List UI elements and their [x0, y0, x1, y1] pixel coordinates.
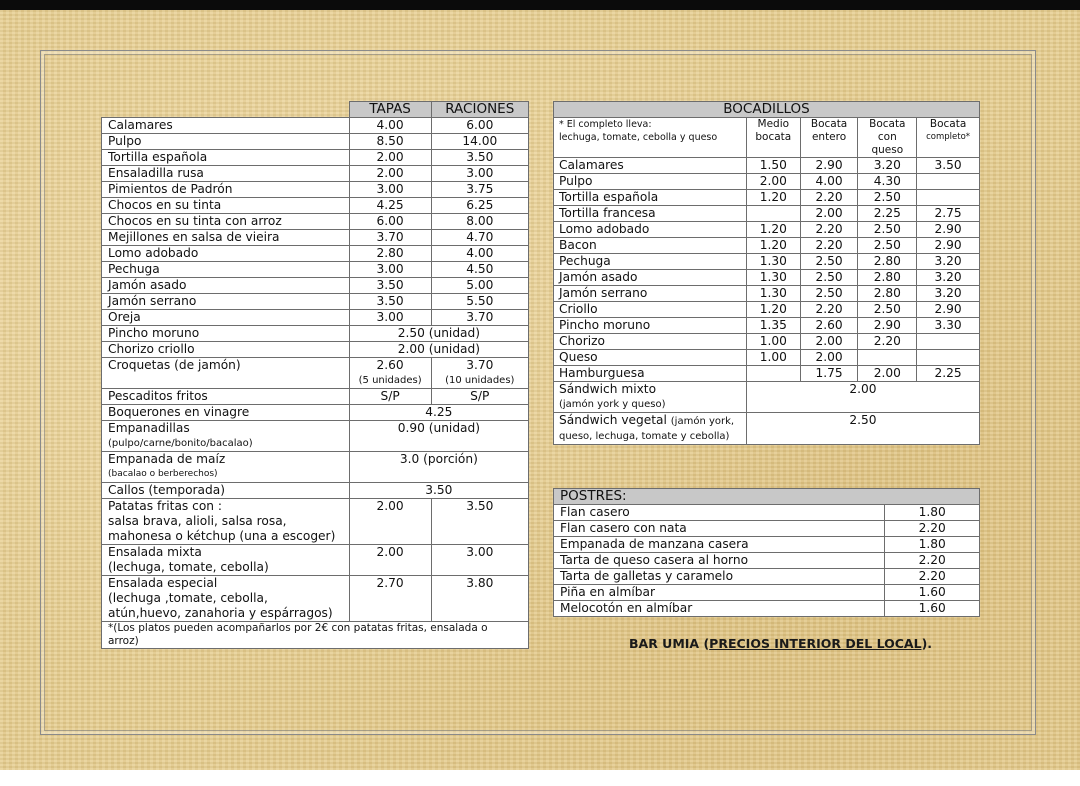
top-bar: [0, 0, 1080, 10]
dish-name: Callos (temporada): [102, 483, 350, 499]
medio-header: [746, 118, 800, 158]
table-row: [102, 483, 529, 499]
table-row: [554, 350, 980, 366]
tapa-price: S/P: [349, 389, 431, 405]
racion-price: 6.00: [431, 118, 528, 134]
bocadillo-name: Hamburguesa: [554, 366, 747, 382]
medio-price: 1.20: [746, 222, 800, 238]
medio-price: 1.00: [746, 350, 800, 366]
dessert-name: Empanada de manzana casera: [554, 537, 885, 553]
table-row: [554, 238, 980, 254]
sandwich-name: [554, 413, 747, 445]
unit-price: 0.90 (unidad): [349, 421, 528, 452]
table-row: [102, 326, 529, 342]
completo-price: 2.90: [917, 238, 980, 254]
entero-price: 2.90: [800, 158, 858, 174]
side-dish-note: [102, 622, 529, 649]
header-line: bocata: [755, 131, 792, 143]
table-row: [102, 622, 529, 649]
header-line: con: [877, 131, 897, 143]
queso-price: 2.20: [858, 334, 917, 350]
header-line: Bocata: [929, 118, 967, 130]
queso-price: 2.50: [858, 302, 917, 318]
dish-detail: salsa brava, alioli, salsa rosa,: [108, 514, 287, 528]
sandwich-detail: queso, lechuga, tomate y cebolla): [559, 431, 730, 442]
note-line: * El completo lleva:: [559, 119, 652, 130]
table-row: [102, 166, 529, 182]
queso-price: 2.80: [858, 286, 917, 302]
dish-detail: (lechuga ,tomate, cebolla,: [108, 591, 268, 605]
dish-name: Jamón serrano: [102, 294, 350, 310]
entero-price: 2.20: [800, 222, 858, 238]
table-row: [554, 382, 980, 413]
bar-name: BAR UMIA: [629, 636, 704, 651]
racion-price-value: 3.70: [466, 358, 494, 372]
tapa-price: 2.80: [349, 246, 431, 262]
dish-detail: (lechuga, tomate, cebolla): [108, 560, 269, 574]
completo-price: 2.75: [917, 206, 980, 222]
bocadillo-name: Pechuga: [554, 254, 747, 270]
dish-name: Chorizo criollo: [102, 342, 350, 358]
queso-price: 2.50: [858, 190, 917, 206]
note-line: *(Los platos pueden acompañarlos por 2€ con patatas fritas, ensalada o: [108, 622, 488, 634]
completo-price: [917, 334, 980, 350]
table-row: [554, 118, 980, 158]
medio-price: [746, 206, 800, 222]
bar-footer: [629, 636, 932, 651]
racion-price: 5.00: [431, 278, 528, 294]
dish-title: Empanada de maíz: [108, 452, 226, 466]
paren-close: ).: [921, 636, 933, 651]
bocadillo-name: Jamón asado: [554, 270, 747, 286]
dish-name: Pescaditos fritos: [102, 389, 350, 405]
table-row: [554, 318, 980, 334]
dish-name: [102, 452, 350, 483]
table-row: [102, 310, 529, 326]
bocadillos-body: [554, 118, 980, 445]
sandwich-price: 2.50: [746, 413, 979, 445]
dish-name: Chocos en su tinta: [102, 198, 350, 214]
completo-price: 3.20: [917, 286, 980, 302]
racion-price: 3.00: [431, 166, 528, 182]
racion-price: 3.80: [431, 576, 528, 622]
table-row: [102, 499, 529, 545]
price-note: PRECIOS INTERIOR DEL LOCAL: [709, 636, 922, 651]
table-row: [554, 569, 980, 585]
dish-name: Boquerones en vinagre: [102, 405, 350, 421]
racion-price: 4.50: [431, 262, 528, 278]
bocadillo-name: Criollo: [554, 302, 747, 318]
table-row: [554, 206, 980, 222]
medio-price: 1.00: [746, 334, 800, 350]
queso-price: 2.50: [858, 222, 917, 238]
racion-price: 4.00: [431, 246, 528, 262]
dessert-name: Tarta de queso casera al horno: [554, 553, 885, 569]
completo-price: 3.20: [917, 270, 980, 286]
header-line: Medio: [757, 118, 790, 130]
dessert-price: 1.60: [885, 601, 980, 617]
racion-price: 3.70: [431, 310, 528, 326]
table-row: [102, 576, 529, 622]
entero-price: 2.50: [800, 286, 858, 302]
racion-price: 3.00: [431, 545, 528, 576]
table-row: [554, 521, 980, 537]
racion-price: 3.50: [431, 499, 528, 545]
note-line: arroz): [108, 635, 139, 647]
header-spacer: [102, 102, 350, 118]
portion-price: 3.0 (porción): [349, 452, 528, 483]
entero-price: 4.00: [800, 174, 858, 190]
sandwich-detail: (jamón york,: [670, 416, 735, 427]
entero-price: 1.75: [800, 366, 858, 382]
tapa-price-value: 2.60: [376, 358, 404, 372]
table-row: [554, 174, 980, 190]
tapa-price: 3.00: [349, 182, 431, 198]
dish-name: [102, 499, 350, 545]
racion-price: [431, 358, 528, 389]
unit-price: 2.50 (unidad): [349, 326, 528, 342]
tapa-price: 2.00: [349, 150, 431, 166]
dish-title: Patatas fritas con :: [108, 499, 223, 513]
tapa-price: 4.25: [349, 198, 431, 214]
tapa-price: 3.00: [349, 262, 431, 278]
dish-title: Ensalada especial: [108, 576, 218, 590]
table-row: [554, 585, 980, 601]
table-row: [554, 334, 980, 350]
queso-price: 2.25: [858, 206, 917, 222]
header-line: entero: [811, 131, 847, 143]
dessert-price: 2.20: [885, 569, 980, 585]
table-row: [554, 270, 980, 286]
dessert-price: 1.80: [885, 505, 980, 521]
header-line: completo*: [926, 132, 971, 142]
table-row: [102, 545, 529, 576]
postres-table: [553, 488, 980, 617]
tapa-price: 2.00: [349, 166, 431, 182]
racion-price: 5.50: [431, 294, 528, 310]
tapa-price: 4.00: [349, 118, 431, 134]
tapa-price: 2.00: [349, 545, 431, 576]
table-row: [554, 158, 980, 174]
medio-price: 1.20: [746, 190, 800, 206]
bocadillo-name: Calamares: [554, 158, 747, 174]
medio-price: 1.35: [746, 318, 800, 334]
table-row: [102, 118, 529, 134]
completo-price: 3.30: [917, 318, 980, 334]
queso-price: 3.20: [858, 158, 917, 174]
entero-price: 2.00: [800, 350, 858, 366]
header-line: queso: [871, 144, 904, 156]
entero-price: 2.00: [800, 334, 858, 350]
completo-price: [917, 350, 980, 366]
medio-price: 2.00: [746, 174, 800, 190]
dish-name: Ensaladilla rusa: [102, 166, 350, 182]
table-row: [554, 286, 980, 302]
table-row: [102, 342, 529, 358]
bocadillo-name: Bacon: [554, 238, 747, 254]
dish-name: Pincho moruno: [102, 326, 350, 342]
dish-title: Empanadillas: [108, 421, 190, 435]
table-row: [554, 553, 980, 569]
racion-units: (10 unidades): [445, 375, 515, 386]
completo-price: [917, 174, 980, 190]
bocadillo-name: Pincho moruno: [554, 318, 747, 334]
table-row: [102, 358, 529, 389]
table-row: [102, 389, 529, 405]
racion-price: S/P: [431, 389, 528, 405]
note-line: lechuga, tomate, cebolla y queso: [559, 132, 718, 143]
dessert-price: 2.20: [885, 553, 980, 569]
dish-name: Pulpo: [102, 134, 350, 150]
completo-price: 2.90: [917, 302, 980, 318]
queso-price: [858, 350, 917, 366]
postres-body: [554, 505, 980, 617]
paren-open: (: [703, 636, 710, 651]
sandwich-title: Sándwich mixto: [559, 382, 657, 396]
tapa-price: 6.00: [349, 214, 431, 230]
raciones-header: RACIONES: [431, 102, 528, 118]
completo-price: 2.25: [917, 366, 980, 382]
bocadillo-name: Jamón serrano: [554, 286, 747, 302]
racion-price: 14.00: [431, 134, 528, 150]
table-row: [102, 452, 529, 483]
dish-name: [102, 576, 350, 622]
dish-name: [102, 421, 350, 452]
table-row: [102, 134, 529, 150]
dish-name: Pechuga: [102, 262, 350, 278]
dish-name: Oreja: [102, 310, 350, 326]
racion-price: 3.50: [431, 150, 528, 166]
dessert-name: Melocotón en almíbar: [554, 601, 885, 617]
header-line: Bocata: [810, 118, 848, 130]
racion-price: 8.00: [431, 214, 528, 230]
table-row: [554, 222, 980, 238]
queso-price: 4.30: [858, 174, 917, 190]
queso-price: 2.00: [858, 366, 917, 382]
dish-name: Calamares: [102, 118, 350, 134]
table-row: [554, 254, 980, 270]
table-row: [102, 405, 529, 421]
table-row: [102, 246, 529, 262]
completo-price: 3.50: [917, 158, 980, 174]
price: 3.50: [349, 483, 528, 499]
table-row: [554, 601, 980, 617]
completo-price: [917, 190, 980, 206]
tapa-price: [349, 358, 431, 389]
unit-price: 2.00 (unidad): [349, 342, 528, 358]
table-row: [554, 302, 980, 318]
tapa-price: 3.50: [349, 278, 431, 294]
table-row: [102, 150, 529, 166]
queso-price: 2.80: [858, 270, 917, 286]
tapas-body: [102, 118, 529, 649]
medio-price: 1.30: [746, 286, 800, 302]
tapa-price: 8.50: [349, 134, 431, 150]
entero-price: 2.50: [800, 270, 858, 286]
table-row: [102, 198, 529, 214]
con-queso-header: [858, 118, 917, 158]
bocadillo-name: Queso: [554, 350, 747, 366]
header-line: Bocata: [869, 118, 906, 130]
bocadillo-name: Chorizo: [554, 334, 747, 350]
tapa-price: 2.70: [349, 576, 431, 622]
medio-price: 1.30: [746, 254, 800, 270]
dish-name: [102, 545, 350, 576]
racion-price: 4.70: [431, 230, 528, 246]
entero-header: [800, 118, 858, 158]
racion-price: 3.75: [431, 182, 528, 198]
sandwich-title: [559, 413, 741, 429]
bocadillo-name: Lomo adobado: [554, 222, 747, 238]
sandwich-price: 2.00: [746, 382, 979, 413]
bocadillo-name: Tortilla francesa: [554, 206, 747, 222]
table-row: [102, 230, 529, 246]
dish-name: Lomo adobado: [102, 246, 350, 262]
table-row: [102, 214, 529, 230]
medio-price: 1.20: [746, 302, 800, 318]
entero-price: 2.20: [800, 302, 858, 318]
medio-price: 1.50: [746, 158, 800, 174]
dessert-name: Flan casero con nata: [554, 521, 885, 537]
entero-price: 2.20: [800, 238, 858, 254]
racion-price: 6.25: [431, 198, 528, 214]
dish-name: Croquetas (de jamón): [102, 358, 350, 389]
dish-name: Chocos en su tinta con arroz: [102, 214, 350, 230]
dessert-name: Flan casero: [554, 505, 885, 521]
bocadillos-table: [553, 101, 980, 445]
table-row: [554, 366, 980, 382]
completo-price: 3.20: [917, 254, 980, 270]
table-row: [554, 413, 980, 445]
bocadillos-header: BOCADILLOS: [554, 102, 980, 118]
completo-note: [554, 118, 747, 158]
medio-price: [746, 366, 800, 382]
tapa-price: 3.00: [349, 310, 431, 326]
bocadillo-name: Pulpo: [554, 174, 747, 190]
sandwich-detail: (jamón york y queso): [559, 399, 666, 410]
table-row: [554, 190, 980, 206]
dessert-price: 1.80: [885, 537, 980, 553]
sandwich-name: [554, 382, 747, 413]
dessert-name: Tarta de galletas y caramelo: [554, 569, 885, 585]
dish-detail: mahonesa o kétchup (una a escoger): [108, 529, 336, 543]
entero-price: 2.20: [800, 190, 858, 206]
table-row: [102, 182, 529, 198]
queso-price: 2.80: [858, 254, 917, 270]
entero-price: 2.50: [800, 254, 858, 270]
queso-price: 2.50: [858, 238, 917, 254]
dish-detail: atún,huevo, zanahoria y espárragos): [108, 606, 333, 620]
dish-detail: (bacalao o berberechos): [108, 469, 218, 479]
dessert-name: Piña en almíbar: [554, 585, 885, 601]
table-row: [102, 421, 529, 452]
dish-title: Ensalada mixta: [108, 545, 202, 559]
table-row: [554, 537, 980, 553]
postres-header: POSTRES:: [554, 489, 980, 505]
sandwich-title-text: Sándwich vegetal: [559, 413, 671, 427]
medio-price: 1.30: [746, 270, 800, 286]
completo-header: [917, 118, 980, 158]
completo-price: 2.90: [917, 222, 980, 238]
tapa-price: 3.70: [349, 230, 431, 246]
bocadillo-name: Tortilla española: [554, 190, 747, 206]
tapa-units: (5 unidades): [358, 375, 422, 386]
medio-price: 1.20: [746, 238, 800, 254]
entero-price: 2.60: [800, 318, 858, 334]
table-row: [102, 294, 529, 310]
dessert-price: 1.60: [885, 585, 980, 601]
price: 4.25: [349, 405, 528, 421]
dish-name: Pimientos de Padrón: [102, 182, 350, 198]
tapa-price: 2.00: [349, 499, 431, 545]
tapa-price: 3.50: [349, 294, 431, 310]
dish-name: Tortilla española: [102, 150, 350, 166]
dish-name: Mejillones en salsa de vieira: [102, 230, 350, 246]
table-row: [102, 262, 529, 278]
table-row: [554, 505, 980, 521]
queso-price: 2.90: [858, 318, 917, 334]
tapas-header: TAPAS: [349, 102, 431, 118]
dish-name: Jamón asado: [102, 278, 350, 294]
table-row: [102, 278, 529, 294]
dish-detail: (pulpo/carne/bonito/bacalao): [108, 438, 253, 449]
tapas-raciones-table: [101, 101, 529, 649]
dessert-price: 2.20: [885, 521, 980, 537]
entero-price: 2.00: [800, 206, 858, 222]
